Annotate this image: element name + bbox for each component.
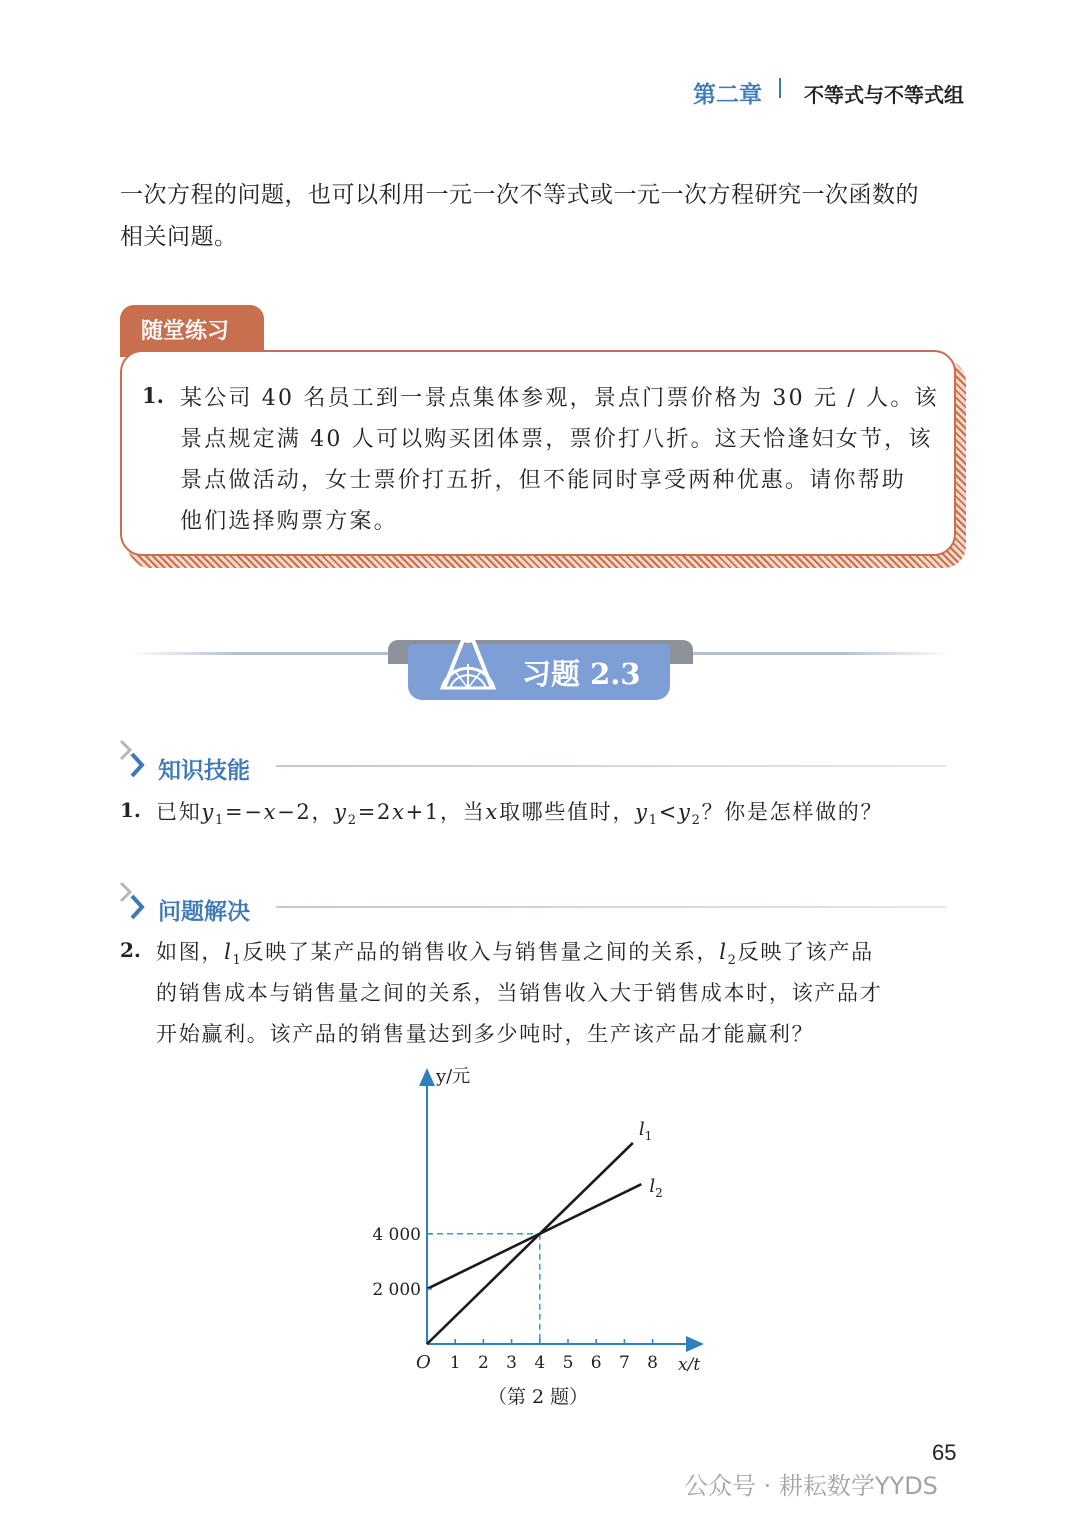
chapter-label: 第二章 [693, 82, 762, 108]
sales-chart [360, 1060, 740, 1420]
series-label-l1: $l_1$ [638, 1118, 653, 1143]
banner-rule-right [680, 652, 950, 655]
question-2-line-1: 如图，$l_1$反映了某产品的销售收入与销售量之间的关系，$l_2$反映了该产品 [156, 940, 874, 969]
series-label-l2: $l_2$ [649, 1176, 663, 1201]
practice-line-3: 景点做活动，女士票价打五折，但不能同时享受两种优惠。请你帮助 [180, 468, 907, 493]
y-tick-label: 2 000 [372, 1279, 421, 1300]
intro-line-1: 一次方程的问题，也可以利用一元一次不等式或一元一次方程研究一次函数的 [120, 182, 919, 208]
origin-label: O [416, 1352, 431, 1373]
series-line-l1 [427, 1143, 633, 1344]
section-problem-label: 问题解决 [158, 899, 250, 925]
x-tick-label: 8 [647, 1353, 659, 1373]
header-separator [779, 78, 781, 98]
section-problem-rule [276, 906, 946, 908]
page-number: 65 [932, 1440, 957, 1465]
x-tick-label: 4 [534, 1353, 546, 1373]
x-tick-label: 3 [506, 1353, 518, 1373]
intro-line-2: 相关问题。 [120, 224, 238, 250]
question-1-text: 已知$y_1=-x-2$，$y_2=2x+1$，当x取哪些值时，$y_1<y_2$？你是怎样做的？ [156, 800, 884, 829]
chevron-right-icon [118, 738, 152, 782]
y-axis-label: y/元 [436, 1066, 471, 1087]
x-tick-label: 6 [590, 1353, 602, 1373]
question-2-number: 2. [120, 938, 141, 962]
chapter-title: 不等式与不等式组 [804, 83, 964, 107]
practice-line-4: 他们选择购票方案。 [180, 509, 398, 534]
y-tick-label: 4 000 [372, 1224, 421, 1245]
practice-number: 1. [142, 383, 164, 408]
chevron-right-icon [118, 880, 152, 924]
x-axis-label: x/t [678, 1355, 701, 1375]
question-1-number: 1. [120, 798, 141, 822]
x-tick-label: 2 [477, 1353, 489, 1373]
watermark: 公众号 · 耕耘数学YYDS [684, 1472, 938, 1500]
practice-line-1: 某公司 40 名员工到一景点集体参观，景点门票价格为 30 元 / 人。该 [180, 386, 939, 411]
figure-caption: （第 2 题） [488, 1386, 589, 1408]
question-2-line-3: 开始赢利。该产品的销售量达到多少吨时，生产该产品才能赢利？ [156, 1022, 815, 1046]
exercise-banner-label: 习题 2.3 [522, 657, 641, 691]
series-line-l2 [427, 1184, 641, 1289]
practice-tab-label: 随堂练习 [141, 319, 230, 344]
section-knowledge-rule [276, 765, 946, 767]
question-2-line-2: 的销售成本与销售量之间的关系，当销售收入大于销售成本时，该产品才 [156, 981, 883, 1005]
x-tick-label: 1 [449, 1353, 461, 1373]
x-tick-label: 7 [618, 1353, 630, 1373]
practice-line-2: 景点规定满 40 人可以购买团体票，票价打八折。这天恰逢妇女节，该 [180, 427, 933, 452]
x-tick-label: 5 [562, 1353, 574, 1373]
banner-rule-left [130, 652, 400, 655]
section-knowledge-label: 知识技能 [158, 758, 250, 784]
compass-icon [432, 614, 512, 698]
